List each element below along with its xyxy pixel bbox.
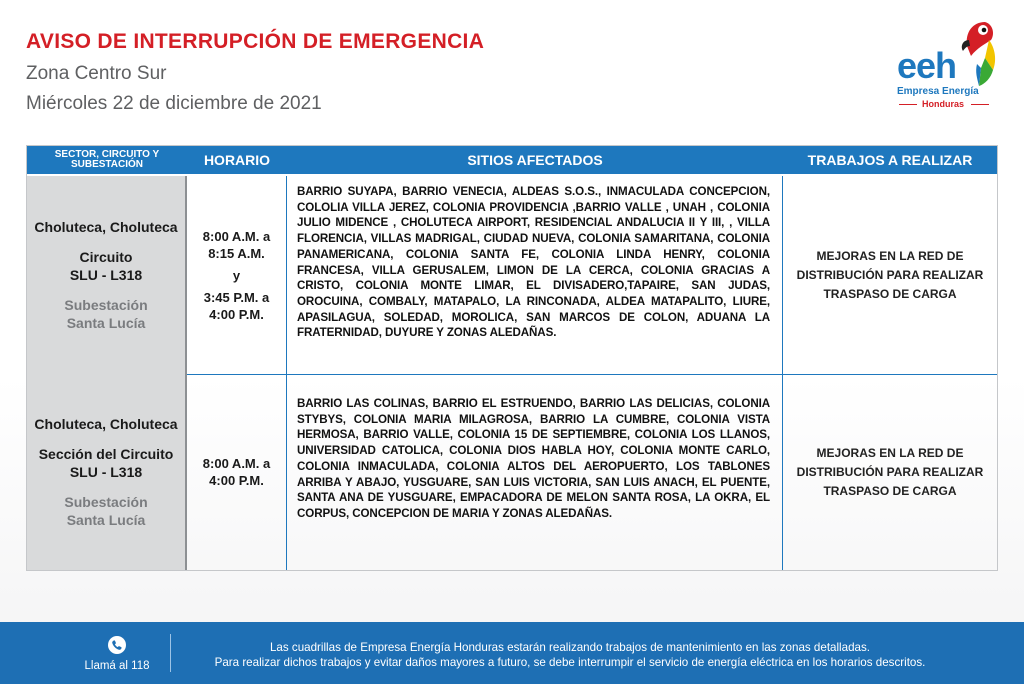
- substation-label: Subestación: [64, 297, 148, 313]
- logo-acronym: eeh: [897, 45, 957, 86]
- table-row: [27, 176, 997, 374]
- horario-cell: [187, 176, 287, 374]
- circuit-code: SLU - L318: [69, 267, 143, 283]
- trabajos-text: MEJORAS EN LA RED DE DISTRIBUCIÓN PARA REALIZAR TRASPASO DE CARGA: [796, 248, 984, 301]
- sector-name: Choluteca, Choluteca: [34, 416, 178, 432]
- trabajos-cell: [783, 176, 997, 374]
- footer-divider: [170, 634, 171, 672]
- horario-start-2: 3:45 P.M. a: [203, 289, 270, 305]
- horario-joiner: y: [232, 267, 241, 283]
- company-logo: [893, 18, 1001, 114]
- call-label[interactable]: Llamá al 118: [84, 660, 150, 672]
- sector-cell: [27, 374, 187, 570]
- column-header-trabajos: TRABAJOS A REALIZAR: [807, 152, 973, 168]
- logo-company-name: Empresa Energía: [897, 86, 979, 97]
- phone-icon[interactable]: [108, 636, 126, 654]
- outage-table: [26, 145, 998, 571]
- circuit-label: Sección del Circuito: [38, 446, 174, 462]
- substation-label: Subestación: [64, 494, 148, 510]
- sitios-text: BARRIO SUYAPA, BARRIO VENECIA, ALDEAS S.O.S., INMACULADA CONCEPCION, COLOLIA VILLA JEREZ, COLONIA PROVIDENCIA ,BARRIO VALLE , UNAH , COLONIA JULIO MIDENCE , CHOLUTECA AIRPORT, RESIDENCIAL ANDALUCIA II Y III, , VILLA FLORENCIA, VILLAS MADRIGAL, CIUDAD NUEVA, COLONIA SAMARITANA, COLONIA PANAMERICANA, COLONIA SANTA FE, COLONIA LINDA HENRY, COLONIA FRANCESA, VILLA GERUSALEM, LIMON DE LA CERCA, COLONIA GRACIAS A CRISTO, COLONIA MONTE LIMAR, EL DIVISADERO,TAPAIRE, SAN JUDAS, OROCUINA, COMBALY, MATAPALO, LA RINCONADA, ALDEA MATAPALITO, LIURE, APASILAGUA, SOLEDAD, MOROLICA, SAN MARCOS DE COLON, ADUANA LA FRATERNIDAD, DUYURE Y ZONAS ALEDAÑAS.: [297, 185, 770, 340]
- footer-bar: [0, 622, 1024, 684]
- sitios-text: BARRIO LAS COLINAS, BARRIO EL ESTRUENDO, BARRIO LAS DELICIAS, COLONIA STYBYS, COLONIA MARIA MILAGROSA, BARRIO LA CUMBRE, COLONIA VISTA HERMOSA, BARRIO VALLE, COLONIA 15 DE SEPTIEMBRE, COLONIA LOS LLANOS, UNIVERSIDAD CATOLICA, COLONIA DIOS HABLA HOY, COLONIA MONTE CARLO, COLONIA INMACULADA, COLONIA ALTOS DEL AEROPUERTO, LOS TABLONES ARRIBA Y ABAJO, YUSGUARE, SAN LUIS VICTORIA, SAN LUIS ANACH, EL PUENTE, SANTA ANA DE YUSGUARE, EMPACADORA DE MELON SANTA ROSA, LA OKRA, EL CORPUS, CONCEPCION DE MARIA Y ZONAS ALEDAÑAS.: [297, 397, 770, 520]
- column-header-sector: SECTOR, CIRCUITO Y SUBESTACIÓN: [54, 149, 160, 170]
- substation-name: Santa Lucía: [66, 315, 146, 331]
- substation-name: Santa Lucía: [66, 512, 146, 528]
- horario-end-1: 4:00 P.M.: [209, 473, 264, 488]
- circuit-label: Circuito: [79, 249, 133, 265]
- footer-line-2: Para realizar dichos trabajos y evitar daños mayores a futuro, se debe interrumpir el servicio de energía eléctrica en los horarios descritos.: [214, 656, 926, 669]
- horario-cell: [187, 374, 287, 570]
- macaw-logo-icon: [955, 18, 999, 88]
- horario-start-1: 8:00 A.M. a: [202, 456, 271, 471]
- table-header: [27, 146, 997, 174]
- horario-end-2: 4:00 P.M.: [209, 306, 264, 322]
- circuit-code: SLU - L318: [69, 464, 143, 480]
- logo-rule-right: [971, 104, 989, 105]
- sector-name: Choluteca, Choluteca: [34, 219, 178, 235]
- column-header-sitios: SITIOS AFECTADOS: [467, 152, 603, 168]
- logo-country: Honduras: [921, 99, 964, 109]
- sector-cell: [27, 176, 187, 374]
- column-header-horario: HORARIO: [203, 152, 271, 168]
- trabajos-cell: [783, 374, 997, 570]
- notice-title: AVISO DE INTERRUPCIÓN DE EMERGENCIA: [26, 30, 485, 53]
- sitios-cell: [287, 374, 783, 570]
- horario-start-1: 8:00 A.M. a: [202, 228, 271, 244]
- sitios-cell: [287, 176, 783, 374]
- footer-line-1: Las cuadrillas de Empresa Energía Honduras estarán realizando trabajos de mantenimiento en las zonas detalladas.: [269, 641, 870, 654]
- trabajos-text: MEJORAS EN LA RED DE DISTRIBUCIÓN PARA REALIZAR TRASPASO DE CARGA: [796, 445, 984, 498]
- footer-message: [180, 640, 960, 670]
- table-row: [27, 374, 997, 570]
- date-label: Miércoles 22 de diciembre de 2021: [26, 93, 322, 114]
- horario-end-1: 8:15 A.M.: [208, 245, 265, 261]
- zone-label: Zona Centro Sur: [26, 63, 167, 84]
